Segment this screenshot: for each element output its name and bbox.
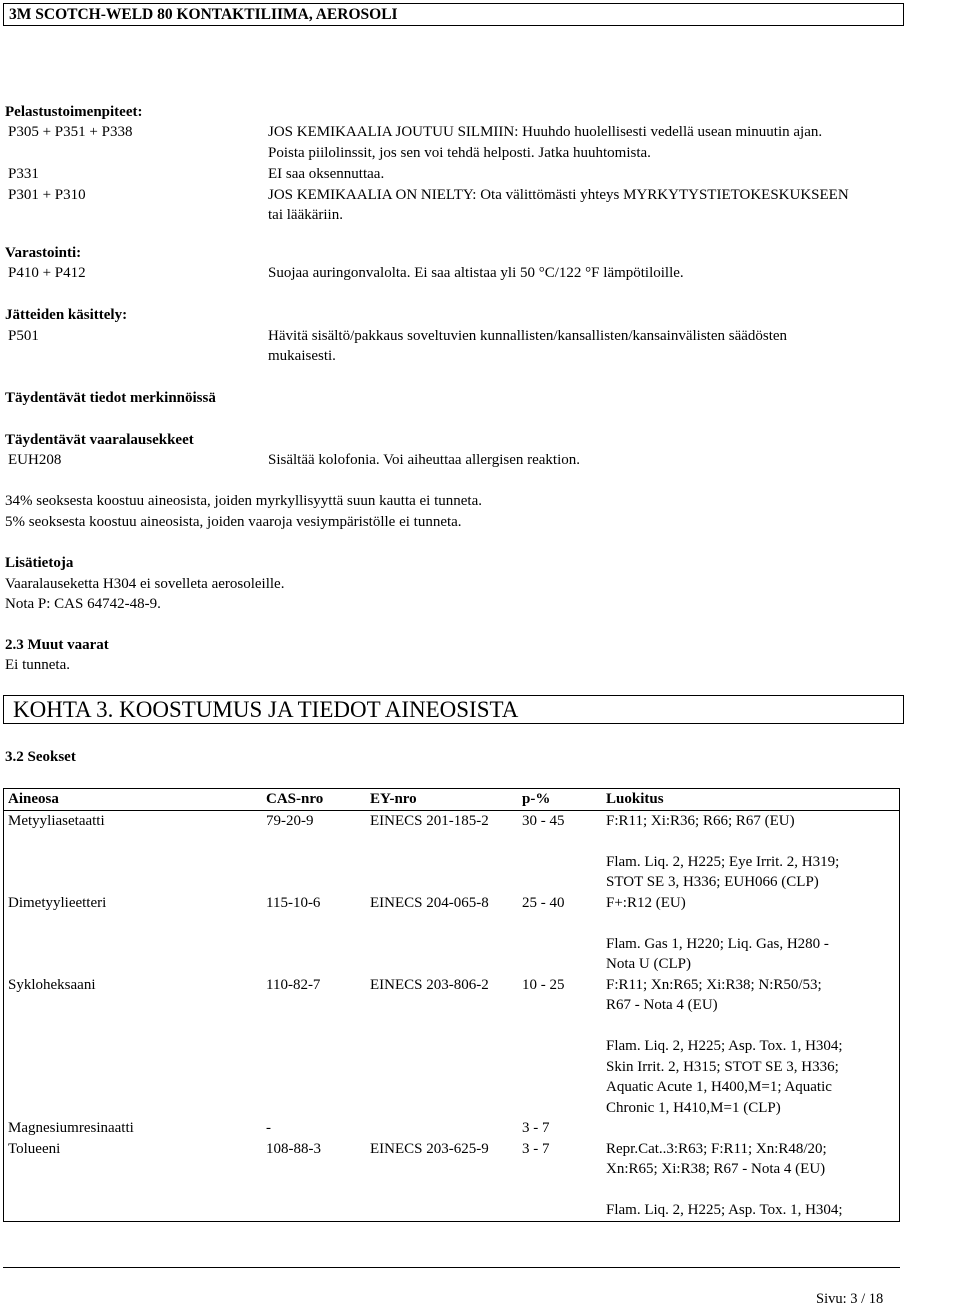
p501-text-line2: mukaisesti. bbox=[268, 348, 336, 364]
table-row bbox=[4, 893, 900, 975]
classification-line: Flam. Gas 1, H220; Liq. Gas, H280 - bbox=[606, 935, 829, 952]
classification-line: F:R11; Xi:R36; R66; R67 (EU) bbox=[606, 812, 795, 829]
aquatic-note: 5% seoksesta koostuu aineosista, joiden vaaroja vesiympäristölle ei tunneta. bbox=[5, 514, 462, 530]
section3-box bbox=[3, 695, 904, 724]
classification-line: Chronic 1, H410,M=1 (CLP) bbox=[606, 1099, 781, 1116]
cell-classification bbox=[606, 1139, 900, 1222]
section3-title: KOHTA 3. KOOSTUMUS JA TIEDOT AINEOSISTA bbox=[13, 697, 519, 722]
cell-percent: 30 - 45 bbox=[522, 812, 565, 829]
classification-line: Nota U (CLP) bbox=[606, 956, 691, 972]
cell-cas: - bbox=[266, 1120, 271, 1136]
composition-table bbox=[3, 788, 900, 1222]
classification-line: F+:R12 (EU) bbox=[606, 894, 686, 911]
page-number: Sivu: 3 / 18 bbox=[816, 1291, 884, 1307]
cell-cas: 108-88-3 bbox=[266, 1140, 321, 1157]
additional-line2: Nota P: CAS 64742-48-9. bbox=[5, 596, 161, 612]
classification-line bbox=[606, 1180, 899, 1201]
footer-divider bbox=[3, 1267, 900, 1268]
classification-line: Repr.Cat..3:R63; F:R11; Xn:R48/20; bbox=[606, 1140, 827, 1157]
p305-text-line1: JOS KEMIKAALIA JOUTUU SILMIIN: Huuhdo huolellisesti vedellä usean minuutin ajan. bbox=[268, 124, 823, 140]
cell-ec: EINECS 204-065-8 bbox=[370, 894, 489, 911]
table-row bbox=[4, 1118, 900, 1139]
classification-line: Xn:R65; Xi:R38; R67 - Nota 4 (EU) bbox=[606, 1161, 826, 1177]
euh208-code: EUH208 bbox=[8, 452, 62, 468]
p305-code: P305 + P351 + P338 bbox=[8, 124, 133, 140]
classification-line bbox=[606, 1016, 899, 1037]
oral-toxicity-note: 34% seoksesta koostuu aineosista, joiden myrkyllisyyttä suun kautta ei tunneta. bbox=[5, 493, 483, 509]
cell-substance: Metyyliasetaatti bbox=[8, 812, 105, 829]
classification-line bbox=[606, 913, 899, 934]
col-header-percent: p-% bbox=[522, 789, 606, 811]
table-row bbox=[4, 1139, 900, 1222]
cell-cas: 115-10-6 bbox=[266, 894, 321, 911]
cell-classification bbox=[606, 810, 900, 893]
p331-text: EI saa oksennuttaa. bbox=[268, 166, 385, 182]
cell-percent: 10 - 25 bbox=[522, 976, 565, 993]
classification-line: Aquatic Acute 1, H400,M=1; Aquatic bbox=[606, 1079, 832, 1095]
disposal-heading: Jätteiden käsittely: bbox=[5, 307, 128, 323]
cell-substance: Tolueeni bbox=[8, 1140, 61, 1157]
cell-substance: Sykloheksaani bbox=[8, 976, 96, 993]
p301-text-line2: tai lääkäriin. bbox=[268, 207, 343, 223]
supplementary-heading: Täydentävät tiedot merkinnöissä bbox=[5, 390, 216, 406]
p410-code: P410 + P412 bbox=[8, 265, 86, 281]
classification-line: STOT SE 3, H336; EUH066 (CLP) bbox=[606, 874, 819, 890]
p305-text-line2: Poista piilolinssit, jos sen voi tehdä helposti. Jatka huuhtomista. bbox=[268, 145, 651, 161]
p410-text: Suojaa auringonvalolta. Ei saa altistaa yli 50 °C/122 °F lämpötiloille. bbox=[268, 265, 684, 281]
additional-line1: Vaaralauseketta H304 ei sovelleta aerosoleille. bbox=[5, 576, 285, 592]
storage-heading: Varastointi: bbox=[5, 245, 82, 261]
cell-cas: 110-82-7 bbox=[266, 976, 321, 993]
additional-heading: Lisätietoja bbox=[5, 555, 74, 571]
col-header-cas: CAS-nro bbox=[266, 789, 370, 811]
supplementary-phrases-heading: Täydentävät vaaralausekkeet bbox=[5, 432, 194, 448]
classification-line: Skin Irrit. 2, H315; STOT SE 3, H336; bbox=[606, 1058, 839, 1075]
cell-ec bbox=[370, 1118, 522, 1139]
classification-line: R67 - Nota 4 (EU) bbox=[606, 997, 718, 1013]
document-header bbox=[3, 3, 904, 26]
rescue-heading: Pelastustoimenpiteet: bbox=[5, 104, 143, 120]
cell-classification bbox=[606, 1118, 900, 1139]
col-header-classification: Luokitus bbox=[606, 789, 900, 811]
cell-substance: Magnesiumresinaatti bbox=[8, 1120, 134, 1136]
other-hazards-heading: 2.3 Muut vaarat bbox=[5, 637, 109, 653]
classification-line: Flam. Liq. 2, H225; Asp. Tox. 1, H304; bbox=[606, 1202, 843, 1218]
p331-code: P331 bbox=[8, 166, 39, 182]
col-header-substance: Aineosa bbox=[4, 789, 267, 811]
table-row bbox=[4, 975, 900, 1119]
other-hazards-text: Ei tunneta. bbox=[5, 657, 70, 673]
p501-code: P501 bbox=[8, 328, 39, 344]
cell-percent: 3 - 7 bbox=[522, 1140, 550, 1157]
p301-text-line1: JOS KEMIKAALIA ON NIELTY: Ota välittömästi yhteys MYRKYTYSTIETOKESKUKSEEN bbox=[268, 187, 849, 203]
classification-line: F:R11; Xn:R65; Xi:R38; N:R50/53; bbox=[606, 976, 822, 993]
cell-ec: EINECS 203-806-2 bbox=[370, 976, 489, 993]
col-header-ec: EY-nro bbox=[370, 789, 522, 811]
cell-classification bbox=[606, 893, 900, 975]
table-header-row bbox=[4, 789, 900, 811]
table-row bbox=[4, 810, 900, 893]
cell-percent: 3 - 7 bbox=[522, 1120, 550, 1136]
cell-substance: Dimetyylieetteri bbox=[8, 894, 107, 911]
p301-code: P301 + P310 bbox=[8, 187, 86, 203]
classification-line: Flam. Liq. 2, H225; Eye Irrit. 2, H319; bbox=[606, 853, 840, 870]
cell-percent: 25 - 40 bbox=[522, 894, 565, 911]
classification-line: Flam. Liq. 2, H225; Asp. Tox. 1, H304; bbox=[606, 1038, 843, 1054]
classification-line bbox=[606, 831, 899, 852]
cell-ec: EINECS 203-625-9 bbox=[370, 1140, 489, 1157]
cell-classification bbox=[606, 975, 900, 1119]
p501-text-line1: Hävitä sisältö/pakkaus soveltuvien kunnallisten/kansallisten/kansainvälisten säädösten bbox=[268, 328, 788, 344]
cell-cas: 79-20-9 bbox=[266, 812, 314, 829]
product-title: 3M SCOTCH-WELD 80 KONTAKTILIIMA, AEROSOLI bbox=[9, 6, 398, 23]
cell-ec: EINECS 201-185-2 bbox=[370, 812, 489, 829]
euh208-text: Sisältää kolofonia. Voi aiheuttaa allergisen reaktion. bbox=[268, 452, 581, 468]
mixtures-heading: 3.2 Seokset bbox=[5, 749, 76, 765]
